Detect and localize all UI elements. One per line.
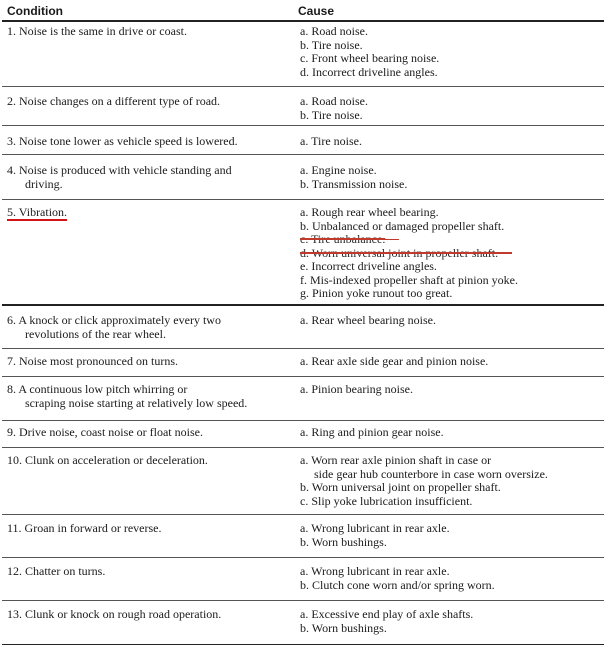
cause-cell xyxy=(300,314,600,328)
cause-item: b. Clutch cone worn and/or spring worn. xyxy=(300,577,495,592)
cause-item-struck xyxy=(300,247,600,261)
condition-text: 1. Noise is the same in drive or coast. xyxy=(7,24,187,38)
table-row xyxy=(2,126,604,155)
strike-mark xyxy=(385,239,399,241)
condition-text: 3. Noise tone lower as vehicle speed is lowered. xyxy=(7,134,238,148)
cause-item: a. Pinion bearing noise. xyxy=(300,382,413,396)
cause-item: a. Road noise. xyxy=(300,24,368,38)
condition-text: scraping noise starting at relatively low speed. xyxy=(25,395,248,410)
diagnosis-table xyxy=(2,0,604,645)
cause-cell xyxy=(300,25,600,79)
cause-item: b. Unbalanced or damaged propeller shaft. xyxy=(300,218,505,233)
cause-item: a. Road noise. xyxy=(300,94,368,108)
cause-item: b. Tire noise. xyxy=(300,107,363,122)
condition-text: 7. Noise most pronounced on turns. xyxy=(7,354,178,368)
cause-cell xyxy=(300,522,600,549)
struck-text: c. Tire unbalance. xyxy=(300,232,386,246)
condition-cell xyxy=(7,25,289,39)
table-row xyxy=(2,515,604,558)
condition-cell xyxy=(7,355,289,369)
cause-item: c. Slip yoke lubrication insufficient. xyxy=(300,493,473,508)
table-row xyxy=(2,448,604,515)
cause-item: b. Transmission noise. xyxy=(300,176,408,191)
strike-mark xyxy=(498,252,512,254)
condition-text: 13. Clunk or knock on rough road operation. xyxy=(7,607,222,621)
cause-item: a. Excessive end play of axle shafts. xyxy=(300,607,474,621)
cause-cell xyxy=(300,95,600,122)
condition-column-header: Condition xyxy=(7,4,63,18)
cause-item: a. Engine noise. xyxy=(300,163,377,177)
cause-item: b. Worn bushings. xyxy=(300,620,387,635)
cause-item: a. Ring and pinion gear noise. xyxy=(300,425,444,439)
cause-cell xyxy=(300,608,600,635)
cause-item: a. Rear wheel bearing noise. xyxy=(300,313,436,327)
table-row xyxy=(2,20,604,87)
condition-text: 4. Noise is produced with vehicle standing and xyxy=(7,163,232,177)
condition-text: 11. Groan in forward or reverse. xyxy=(7,521,162,535)
table-row xyxy=(2,349,604,377)
condition-cell xyxy=(7,206,289,220)
cause-item: a. Wrong lubricant in rear axle. xyxy=(300,521,450,535)
cause-item: d. Incorrect driveline angles. xyxy=(300,64,438,79)
cause-item-struck xyxy=(300,233,600,247)
cause-item: c. Front wheel bearing noise. xyxy=(300,51,440,65)
table-row xyxy=(2,421,604,448)
cause-cell xyxy=(300,135,600,149)
condition-cell xyxy=(7,314,289,341)
condition-cell xyxy=(7,454,289,468)
cause-item: b. Worn universal joint on propeller shaft. xyxy=(300,480,501,494)
condition-text: 8. A continuous low pitch whirring or xyxy=(7,382,188,396)
table-row xyxy=(2,377,604,421)
cause-item: a. Rough rear wheel bearing. xyxy=(300,205,439,219)
condition-text: 9. Drive noise, coast noise or float noise. xyxy=(7,425,203,439)
condition-text: 10. Clunk on acceleration or deceleration. xyxy=(7,453,208,467)
cause-item: a. Wrong lubricant in rear axle. xyxy=(300,564,450,578)
condition-text: driving. xyxy=(25,176,63,191)
condition-text: 2. Noise changes on a different type of road. xyxy=(7,94,221,108)
cause-cell xyxy=(300,164,600,191)
table-row xyxy=(2,155,604,200)
condition-text: revolutions of the rear wheel. xyxy=(25,326,166,341)
condition-text: 12. Chatter on turns. xyxy=(7,564,106,578)
condition-cell xyxy=(7,383,289,410)
cause-cell xyxy=(300,426,600,440)
cause-cell xyxy=(300,383,600,397)
cause-column-header: Cause xyxy=(298,4,335,18)
condition-cell xyxy=(7,565,289,579)
table-header xyxy=(2,0,604,22)
struck-text: d. Worn universal joint in propeller shaft. xyxy=(300,245,499,260)
table-row xyxy=(2,87,604,126)
condition-text: 6. A knock or click approximately every two xyxy=(7,313,221,327)
condition-cell xyxy=(7,426,289,440)
cause-item: a. Rear axle side gear and pinion noise. xyxy=(300,354,489,368)
table-row xyxy=(2,558,604,601)
cause-item: a. Tire noise. xyxy=(300,134,363,148)
table-row xyxy=(2,200,604,306)
table-row xyxy=(2,601,604,644)
cause-item: b. Tire noise. xyxy=(300,37,363,52)
cause-cell xyxy=(300,454,600,508)
cause-cell xyxy=(300,565,600,592)
condition-cell xyxy=(7,95,289,109)
cause-item: g. Pinion yoke runout too great. xyxy=(300,286,453,300)
condition-cell xyxy=(7,164,289,191)
cause-item: a. Worn rear axle pinion shaft in case or xyxy=(300,453,492,467)
table-row xyxy=(2,306,604,349)
condition-cell xyxy=(7,135,289,149)
condition-cell xyxy=(7,522,289,536)
cause-item: side gear hub counterbore in case worn oversize. xyxy=(314,466,548,481)
cause-item: e. Incorrect driveline angles. xyxy=(300,259,437,273)
cause-cell xyxy=(300,355,600,369)
condition-text: 5. Vibration. xyxy=(7,205,68,219)
condition-cell xyxy=(7,608,289,622)
cause-item: b. Worn bushings. xyxy=(300,534,387,549)
cause-cell xyxy=(300,206,600,301)
cause-item: f. Mis-indexed propeller shaft at pinion yoke. xyxy=(300,272,518,287)
